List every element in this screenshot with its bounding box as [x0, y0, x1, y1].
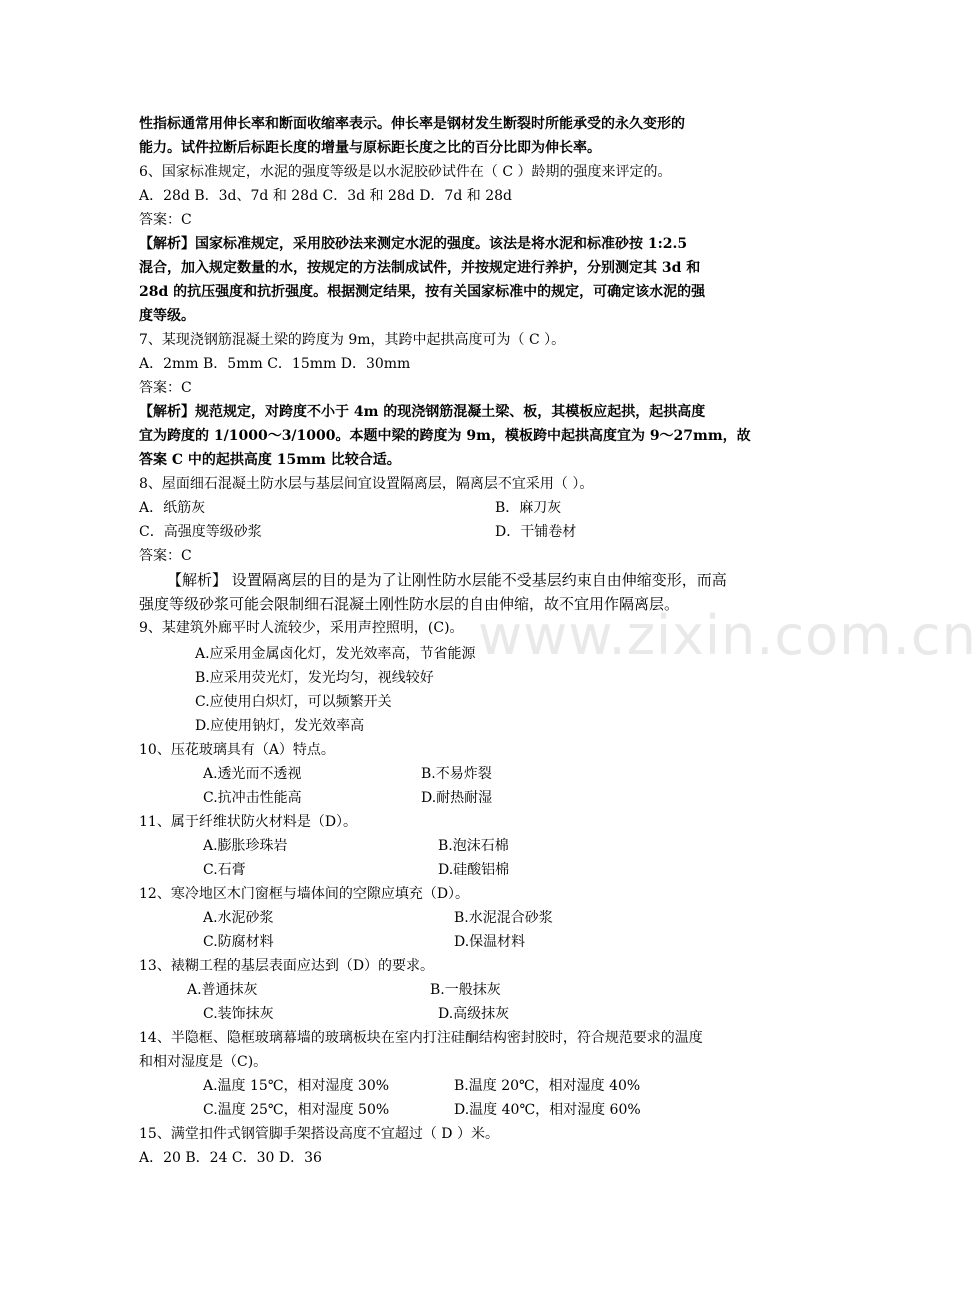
option-b: B.水泥混合砂浆: [454, 910, 553, 926]
option-b: B.一般抹灰: [430, 982, 501, 998]
option-d: D.温度 40℃，相对湿度 60%: [454, 1102, 641, 1118]
question-14: 和相对湿度是（C)。: [139, 1054, 268, 1070]
question-6-explanation: 【解析】国家标准规定，采用胶砂法来测定水泥的强度。该法是将水泥和标准砂按 1:2.5: [139, 236, 688, 252]
option-a: A.水泥砂浆: [203, 910, 274, 926]
question-8-explanation: 【解析】 设置隔离层的目的是为了让刚性防水层能不受基层约束自由伸缩变形，而高: [167, 571, 727, 589]
question-7-explanation: 宜为跨度的 1/1000～3/1000。本题中梁的跨度为 9m，模板跨中起拱高度宜为 9～27mm，故: [139, 428, 751, 444]
option-a: A.普通抹灰: [187, 982, 258, 998]
option-d: D．干铺卷材: [495, 524, 577, 540]
option-d: D.高级抹灰: [438, 1006, 510, 1022]
question-6-explanation: 混合，加入规定数量的水，按规定的方法制成试件，并按规定进行养护，分别测定其 3d 和: [139, 260, 701, 276]
option-c: C.温度 25℃，相对湿度 50%: [203, 1102, 390, 1118]
option-a: A.温度 15℃，相对湿度 30%: [203, 1078, 390, 1094]
question-12: 12、寒冷地区木门窗框与墙体间的空隙应填充（D）。: [139, 886, 470, 902]
question-7: 7、某现浇钢筋混凝土梁的跨度为 9m，其跨中起拱高度可为（ C ）。: [139, 332, 566, 348]
question-14: 14、半隐框、隐框玻璃幕墙的玻璃板块在室内打注硅酮结构密封胶时，符合规范要求的温度: [139, 1030, 703, 1046]
option-b: B.应采用荧光灯，发光均匀，视线较好: [195, 670, 434, 686]
question-6-answer: 答案：C: [139, 212, 192, 228]
question-7-options: A．2mm B．5mm C．15mm D．30mm: [139, 356, 411, 372]
para-line: 性指标通常用伸长率和断面收缩率表示。伸长率是钢材发生断裂时所能承受的永久变形的: [139, 116, 685, 132]
question-8-answer: 答案：C: [139, 548, 192, 564]
option-d: D.耐热耐湿: [421, 790, 493, 806]
option-a: A.透光而不透视: [203, 766, 302, 782]
option-c: C.抗冲击性能高: [203, 790, 302, 806]
question-6-explanation: 度等级。: [139, 308, 195, 324]
question-7-explanation: 答案 C 中的起拱高度 15mm 比较合适。: [139, 452, 401, 468]
question-8: 8、屋面细石混凝土防水层与基层间宜设置隔离层，隔离层不宜采用（ ）。: [139, 476, 594, 492]
option-d: D.保温材料: [454, 934, 526, 950]
question-15: 15、满堂扣件式钢管脚手架搭设高度不宜超过（ D ）米。: [139, 1126, 499, 1142]
option-b: B.不易炸裂: [421, 766, 492, 782]
question-6-explanation: 28d 的抗压强度和抗折强度。根据测定结果，按有关国家标准中的规定，可确定该水泥的强: [139, 284, 706, 300]
question-11: 11、属于纤维状防火材料是（D）。: [139, 814, 358, 830]
option-a: A．纸筋灰: [139, 500, 206, 516]
watermark: www.zixin.com.cn: [478, 604, 977, 667]
option-a: A.膨胀珍珠岩: [203, 838, 288, 854]
option-b: B.温度 20℃，相对湿度 40%: [454, 1078, 641, 1094]
question-7-explanation: 【解析】规范规定，对跨度不小于 4m 的现浇钢筋混凝土梁、板，其模板应起拱，起拱高度: [139, 404, 706, 420]
option-d: D.硅酸铝棉: [438, 862, 510, 878]
question-8-explanation: 强度等级砂浆可能会限制细石混凝土刚性防水层的自由伸缩，故不宜用作隔离层。: [139, 595, 680, 613]
question-13: 13、裱糊工程的基层表面应达到（D）的要求。: [139, 958, 435, 974]
option-b: B.泡沫石棉: [438, 838, 509, 854]
option-b: B．麻刀灰: [495, 500, 562, 516]
question-6: 6、国家标准规定，水泥的强度等级是以水泥胶砂试件在（ C ）龄期的强度来评定的。: [139, 164, 672, 180]
option-c: C.石膏: [203, 862, 246, 878]
para-line: 能力。试件拉断后标距长度的增量与原标距长度之比的百分比即为伸长率。: [139, 140, 601, 156]
option-d: D.应使用钠灯，发光效率高: [195, 718, 365, 734]
option-c: C．高强度等级砂浆: [139, 524, 262, 540]
option-c: C.防腐材料: [203, 934, 274, 950]
question-15-options: A．20 B．24 C．30 D．36: [139, 1150, 322, 1166]
question-6-options: A．28d B．3d、7d 和 28d C．3d 和 28d D．7d 和 28d: [139, 188, 512, 204]
option-c: C.装饰抹灰: [203, 1006, 274, 1022]
option-c: C.应使用白炽灯，可以频繁开关: [195, 694, 392, 710]
question-7-answer: 答案：C: [139, 380, 192, 396]
question-10: 10、压花玻璃具有（A）特点。: [139, 742, 335, 758]
option-a: A.应采用金属卤化灯，发光效率高，节省能源: [195, 646, 476, 662]
question-9: 9、某建筑外廊平时人流较少，采用声控照明，(C)。: [139, 620, 464, 636]
